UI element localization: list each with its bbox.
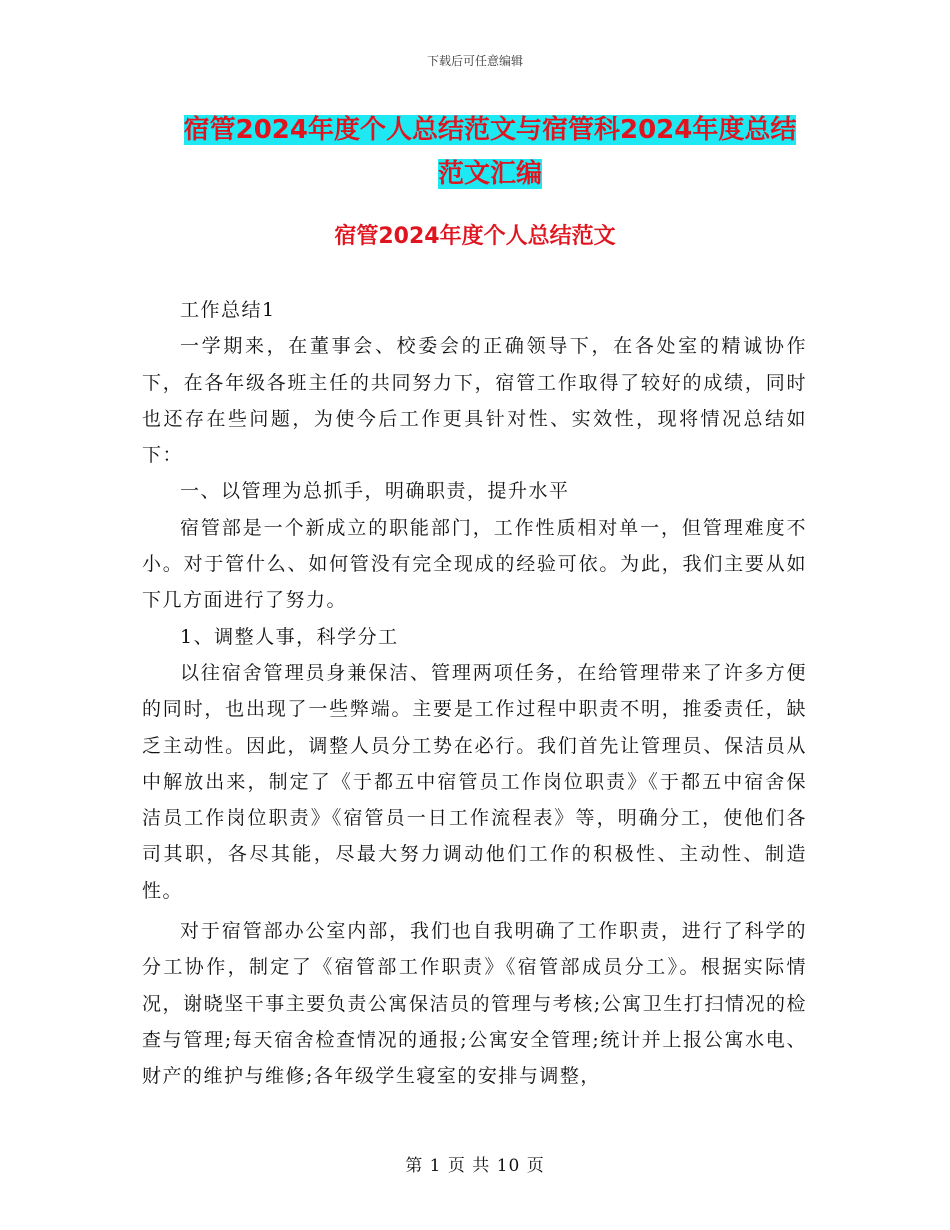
section-title: 宿管2024年度个人总结范文 (334, 224, 616, 249)
paragraph-staff-adjustment: 以往宿舍管理员身兼保洁、管理两项任务，在给管理带来了许多方便的同时，也出现了一些弊端。主要是工作过程中职责不明，推委责任，缺乏主动性。因此，调整人员分工势在必行。我们首先让管理员、保洁员从中解放出来，制定了《于都五中宿管员工作岗位职责》《于都五中宿舍保洁员工作岗位职责》《宿管员一日工作流程表》等，明确分工，使他们各司其职，各尽其能，尽最大努力调动他们工作的积极性、主动性、制造性。 (142, 661, 807, 902)
paragraph-heading-work-summary: 工作总结1 (180, 299, 276, 321)
main-title-line2: 范文汇编 (437, 159, 542, 189)
paragraph-heading-section-1: 一、以管理为总抓手，明确职责，提升水平 (180, 480, 570, 503)
paragraph-office-duties: 对于宿管部办公室内部，我们也自我明确了工作职责，进行了科学的分工协作，制定了《宿管部工作职责》《宿管部成员分工》。根据实际情况，谢晓坚干事主要负责公寓保洁员的管理与考核;公寓卫生打扫情况的检查与管理;每天宿舍检查情况的通报;公寓安全管理;统计并上报公寓水电、财产的维护与维修;各年级学生寝室的安排与调整， (142, 920, 807, 1088)
main-title-line1: 宿管2024年度个人总结范文与宿管科2024年度总结 (183, 115, 797, 145)
page-footer-number: 第 1 页 共 10 页 (405, 1156, 545, 1176)
paragraph-intro: 一学期来，在董事会、校委会的正确领导下，在各处室的精诚协作下，在各年级各班主任的共同努力下，宿管工作取得了较好的成绩，同时也还存在些问题，为使今后工作更具针对性、实效性，现将情况总结如下： (142, 335, 807, 467)
document-body (142, 292, 807, 1095)
paragraph-department-overview: 宿管部是一个新成立的职能部门，工作性质相对单一，但管理难度不小。对于管什么、如何管没有完全现成的经验可依。为此，我们主要从如下几方面进行了努力。 (142, 516, 807, 612)
paragraph-heading-item-1: 1、调整人事，科学分工 (180, 625, 399, 648)
document-main-title (140, 108, 840, 196)
page-header-note: 下载后可任意编辑 (426, 54, 523, 68)
